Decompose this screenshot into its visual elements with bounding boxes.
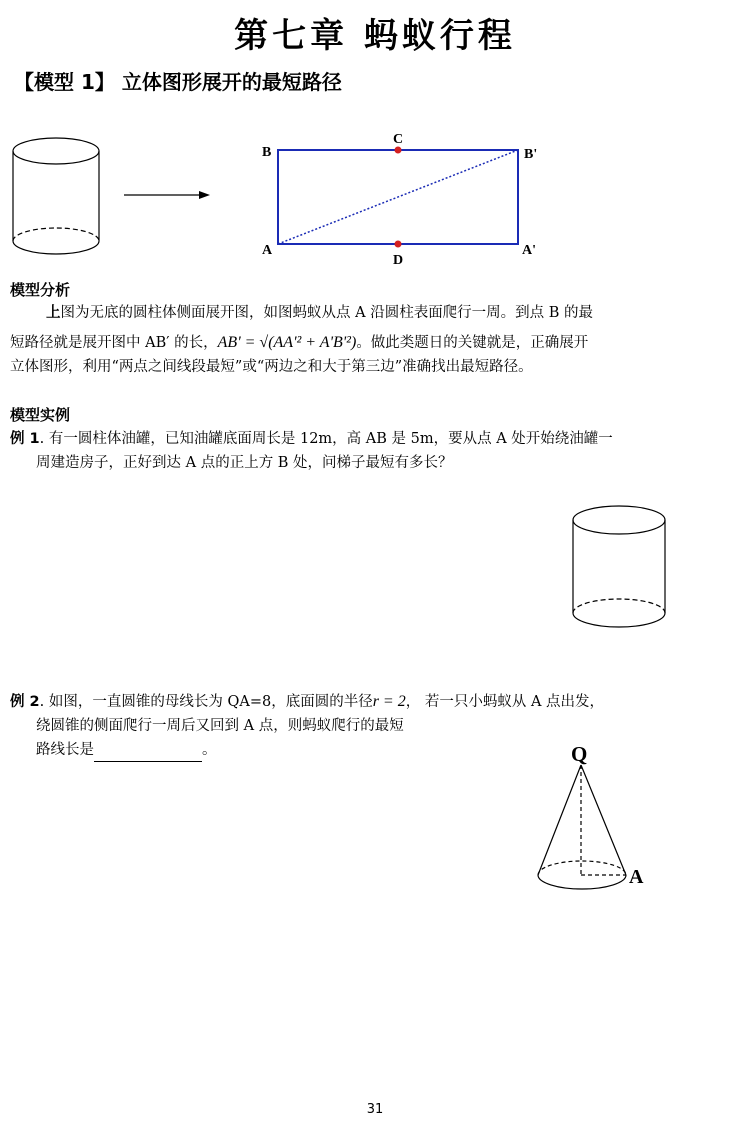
page-title: 第七章 蚂蚁行程 — [234, 16, 516, 56]
example-2: 例 2. 如图，一直圆锥的母线长为 QA=8，底面圆的半径r = 2， 若一只小蚂蚁从 A 点出发， 绕圆锥的侧面爬行一周后又回到 A 点，则蚂蚁爬行的最短 路线长是 。 — [10, 690, 745, 762]
examples-heading: 模型实例 — [10, 406, 71, 424]
label-b-prime: B' — [524, 147, 538, 162]
example-1-label: 例 1 — [10, 431, 40, 447]
analysis-paragraph — [10, 301, 745, 379]
formula-ab-prime: AB' = √(AA'² + A'B'²) — [217, 334, 357, 351]
arrow-icon — [124, 191, 210, 199]
example-1: 例 1. 有一圆柱体油罐，已知油罐底面周长是 12m，高 AB 是 5m，要从点 A 处开始绕油罐一 周建造房子，正好到达 A 点的正上方 B 处，问梯子最短有多长？ — [10, 431, 613, 471]
label-cone-a: A — [629, 866, 644, 888]
point-c — [395, 147, 402, 154]
example-2-label: 例 2 — [10, 694, 40, 710]
cone-figure — [530, 735, 690, 905]
radius-formula: r = 2 — [372, 693, 406, 710]
unfolded-cylinder-figure — [0, 120, 750, 280]
point-d — [395, 241, 402, 248]
label-q: Q — [571, 742, 588, 766]
section-title: 【模型 1】 立体图形展开的最短路径 — [14, 70, 342, 94]
label-a-prime: A' — [522, 243, 536, 258]
diagonal-ab-prime — [278, 150, 518, 244]
cylinder-icon-example-1 — [564, 500, 674, 640]
analysis-line-1: 上图为无底的圆柱体侧面展开图，如图蚂蚁从点 A 沿圆柱表面爬行一周。到点 B 的最 — [46, 305, 594, 321]
analysis-line-3: 立体图形，利用“两点之间线段最短”或“两边之和大于第三边”准确找出最短路径。 — [10, 359, 533, 375]
analysis-line-2: 短路径就是展开图中 AB′ 的长，AB' = √(AA'² + A'B'²)。做此类题日的关键就是，正确展开 — [10, 334, 589, 351]
analysis-bold-char: 上 — [46, 305, 61, 321]
answer-blank[interactable] — [94, 745, 202, 762]
analysis-heading: 模型分析 — [10, 281, 71, 299]
page-number: 31 — [366, 1102, 384, 1117]
cylinder-icon — [13, 138, 99, 254]
label-c: C — [393, 132, 404, 147]
label-d: D — [393, 253, 404, 268]
label-a: A — [262, 243, 273, 258]
label-b: B — [262, 145, 272, 160]
